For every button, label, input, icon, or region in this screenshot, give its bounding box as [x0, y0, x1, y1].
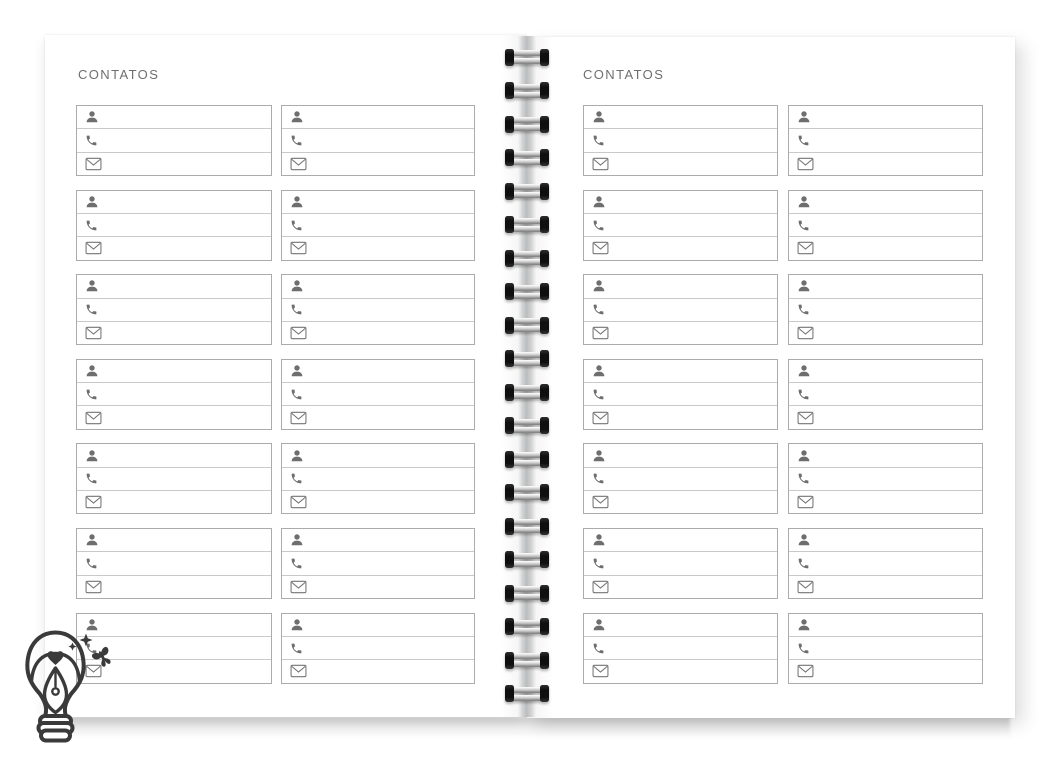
contact-email-field	[789, 321, 982, 344]
contact-phone-field	[584, 382, 777, 405]
envelope-icon	[592, 495, 609, 509]
phone-icon	[797, 388, 810, 401]
envelope-icon	[592, 326, 609, 340]
contact-grid	[583, 105, 983, 684]
contact-email-field	[584, 575, 777, 598]
phone-icon	[85, 388, 98, 401]
contact-name-field	[584, 444, 777, 466]
contact-name-field	[77, 275, 271, 297]
person-icon	[85, 533, 99, 547]
contact-phone-field	[282, 551, 474, 574]
contact-email-field	[584, 405, 777, 428]
contact-name-field	[282, 191, 474, 213]
contact-email-field	[282, 321, 474, 344]
person-icon	[85, 364, 99, 378]
envelope-icon	[797, 495, 814, 509]
contact-card	[281, 190, 475, 261]
envelope-icon	[290, 580, 307, 594]
contact-phone-field	[282, 128, 474, 151]
contact-email-field	[584, 490, 777, 513]
spiral-coil	[505, 216, 549, 233]
contact-card	[788, 105, 983, 176]
envelope-icon	[290, 157, 307, 171]
contact-card	[281, 443, 475, 514]
bulb-base-ring	[41, 731, 70, 741]
envelope-icon	[85, 495, 102, 509]
contact-card	[583, 359, 778, 430]
contact-card	[788, 359, 983, 430]
contact-name-field	[584, 529, 777, 551]
contact-name-field	[789, 444, 982, 466]
contact-card	[76, 359, 272, 430]
contact-name-field	[584, 106, 777, 128]
person-icon	[592, 110, 606, 124]
contact-email-field	[77, 321, 271, 344]
contact-card	[583, 528, 778, 599]
contact-name-field	[282, 275, 474, 297]
phone-icon	[290, 472, 303, 485]
spiral-coil	[505, 618, 549, 635]
phone-icon	[290, 557, 303, 570]
contact-phone-field	[77, 467, 271, 490]
page-title: CONTATOS	[583, 67, 665, 82]
contact-name-field	[282, 614, 474, 636]
contact-phone-field	[789, 551, 982, 574]
envelope-icon	[592, 664, 609, 678]
person-icon	[290, 110, 304, 124]
person-icon	[290, 533, 304, 547]
page-title: CONTATOS	[78, 67, 160, 82]
contact-phone-field	[282, 467, 474, 490]
contact-phone-field	[584, 298, 777, 321]
contact-phone-field	[789, 636, 982, 659]
contact-phone-field	[77, 551, 271, 574]
contact-card	[788, 190, 983, 261]
spiral-coil	[505, 551, 549, 568]
person-icon	[797, 364, 811, 378]
contact-card	[76, 443, 272, 514]
contact-name-field	[282, 106, 474, 128]
envelope-icon	[797, 411, 814, 425]
sparkle-icon	[80, 634, 93, 647]
phone-icon	[797, 642, 810, 655]
contact-phone-field	[584, 467, 777, 490]
butterfly-icon	[91, 646, 115, 670]
envelope-icon	[85, 241, 102, 255]
contact-email-field	[789, 405, 982, 428]
spiral-coil	[505, 149, 549, 166]
contact-phone-field	[789, 382, 982, 405]
spiral-coil	[505, 652, 549, 669]
spiral-coil	[505, 82, 549, 99]
phone-icon	[290, 134, 303, 147]
contact-phone-field	[282, 298, 474, 321]
spiral-binding	[505, 0, 549, 768]
envelope-icon	[85, 157, 102, 171]
contact-phone-field	[77, 213, 271, 236]
person-icon	[592, 279, 606, 293]
contact-email-field	[282, 575, 474, 598]
contact-name-field	[789, 360, 982, 382]
envelope-icon	[797, 241, 814, 255]
contact-phone-field	[584, 636, 777, 659]
contact-email-field	[789, 659, 982, 682]
spiral-coil	[505, 283, 549, 300]
phone-icon	[85, 557, 98, 570]
contact-card	[583, 443, 778, 514]
contact-phone-field	[789, 128, 982, 151]
person-icon	[290, 195, 304, 209]
contact-email-field	[584, 152, 777, 175]
phone-icon	[592, 557, 605, 570]
phone-icon	[290, 303, 303, 316]
contact-email-field	[77, 405, 271, 428]
phone-icon	[797, 303, 810, 316]
contact-card	[788, 528, 983, 599]
envelope-icon	[592, 157, 609, 171]
envelope-icon	[85, 580, 102, 594]
phone-icon	[85, 303, 98, 316]
spiral-coil	[505, 350, 549, 367]
contact-email-field	[282, 659, 474, 682]
envelope-icon	[290, 495, 307, 509]
person-icon	[797, 618, 811, 632]
phone-icon	[290, 219, 303, 232]
contact-card	[76, 190, 272, 261]
contact-name-field	[282, 529, 474, 551]
contact-name-field	[77, 529, 271, 551]
contact-phone-field	[77, 298, 271, 321]
contact-card	[788, 443, 983, 514]
envelope-icon	[797, 580, 814, 594]
contact-phone-field	[584, 128, 777, 151]
person-icon	[592, 364, 606, 378]
phone-icon	[592, 303, 605, 316]
envelope-icon	[797, 664, 814, 678]
contact-email-field	[282, 236, 474, 259]
contact-card	[281, 359, 475, 430]
contact-name-field	[282, 360, 474, 382]
contact-name-field	[789, 191, 982, 213]
contact-name-field	[77, 191, 271, 213]
contact-phone-field	[789, 298, 982, 321]
lightbulb-pen-nib-logo	[15, 615, 135, 768]
contact-email-field	[584, 321, 777, 344]
contact-name-field	[584, 360, 777, 382]
envelope-icon	[290, 326, 307, 340]
contact-card	[583, 105, 778, 176]
nib-breather-hole	[52, 688, 58, 694]
phone-icon	[592, 388, 605, 401]
contact-email-field	[789, 152, 982, 175]
phone-icon	[797, 219, 810, 232]
contact-phone-field	[789, 213, 982, 236]
contact-name-field	[584, 275, 777, 297]
spiral-coil	[505, 384, 549, 401]
envelope-icon	[290, 664, 307, 678]
envelope-icon	[85, 411, 102, 425]
spiral-coil	[505, 685, 549, 702]
contact-card	[76, 528, 272, 599]
contact-email-field	[789, 575, 982, 598]
envelope-icon	[592, 411, 609, 425]
contact-card	[76, 274, 272, 345]
contact-name-field	[77, 360, 271, 382]
person-icon	[797, 449, 811, 463]
contact-email-field	[282, 405, 474, 428]
contact-email-field	[584, 659, 777, 682]
person-icon	[290, 279, 304, 293]
contact-card	[788, 613, 983, 684]
phone-icon	[290, 388, 303, 401]
person-icon	[797, 110, 811, 124]
contact-card	[281, 274, 475, 345]
contact-email-field	[282, 152, 474, 175]
phone-icon	[592, 219, 605, 232]
contact-email-field	[77, 152, 271, 175]
phone-icon	[290, 642, 303, 655]
contact-name-field	[789, 529, 982, 551]
contact-card	[281, 528, 475, 599]
person-icon	[797, 195, 811, 209]
contact-email-field	[77, 575, 271, 598]
envelope-icon	[592, 580, 609, 594]
person-icon	[290, 618, 304, 632]
person-icon	[592, 618, 606, 632]
phone-icon	[797, 557, 810, 570]
phone-icon	[85, 219, 98, 232]
envelope-icon	[797, 157, 814, 171]
person-icon	[592, 533, 606, 547]
spiral-coil	[505, 116, 549, 133]
spiral-coil	[505, 183, 549, 200]
phone-icon	[797, 472, 810, 485]
contact-phone-field	[282, 382, 474, 405]
contact-name-field	[584, 614, 777, 636]
spiral-coil	[505, 49, 549, 66]
contact-card	[281, 613, 475, 684]
contact-phone-field	[77, 382, 271, 405]
contact-name-field	[77, 444, 271, 466]
spiral-coil	[505, 518, 549, 535]
phone-icon	[797, 134, 810, 147]
contact-grid	[76, 105, 475, 684]
person-icon	[592, 195, 606, 209]
contact-phone-field	[789, 467, 982, 490]
contact-email-field	[789, 236, 982, 259]
contact-name-field	[789, 106, 982, 128]
contact-phone-field	[282, 213, 474, 236]
person-icon	[290, 364, 304, 378]
phone-icon	[85, 134, 98, 147]
spiral-coil	[505, 250, 549, 267]
person-icon	[797, 533, 811, 547]
contact-card	[583, 274, 778, 345]
contact-phone-field	[584, 213, 777, 236]
phone-icon	[592, 134, 605, 147]
contact-name-field	[789, 275, 982, 297]
person-icon	[85, 449, 99, 463]
contact-email-field	[789, 490, 982, 513]
phone-icon	[592, 642, 605, 655]
person-icon	[85, 195, 99, 209]
phone-icon	[85, 472, 98, 485]
contact-phone-field	[77, 128, 271, 151]
spiral-coil	[505, 585, 549, 602]
page-right	[527, 37, 1015, 718]
envelope-icon	[290, 241, 307, 255]
contact-card	[583, 613, 778, 684]
spiral-coil	[505, 451, 549, 468]
contact-phone-field	[584, 551, 777, 574]
spiral-coil	[505, 484, 549, 501]
person-icon	[290, 449, 304, 463]
envelope-icon	[797, 326, 814, 340]
spiral-coil	[505, 417, 549, 434]
envelope-icon	[85, 326, 102, 340]
contact-name-field	[77, 106, 271, 128]
contact-email-field	[77, 490, 271, 513]
contact-phone-field	[282, 636, 474, 659]
envelope-icon	[290, 411, 307, 425]
person-icon	[797, 279, 811, 293]
contact-card	[76, 105, 272, 176]
person-icon	[592, 449, 606, 463]
contact-card	[583, 190, 778, 261]
contact-email-field	[282, 490, 474, 513]
phone-icon	[592, 472, 605, 485]
contact-name-field	[282, 444, 474, 466]
contact-email-field	[584, 236, 777, 259]
person-icon	[85, 110, 99, 124]
spiral-coil	[505, 317, 549, 334]
contact-card	[788, 274, 983, 345]
contact-name-field	[584, 191, 777, 213]
contact-email-field	[77, 236, 271, 259]
contact-name-field	[789, 614, 982, 636]
person-icon	[85, 279, 99, 293]
envelope-icon	[592, 241, 609, 255]
contact-card	[281, 105, 475, 176]
